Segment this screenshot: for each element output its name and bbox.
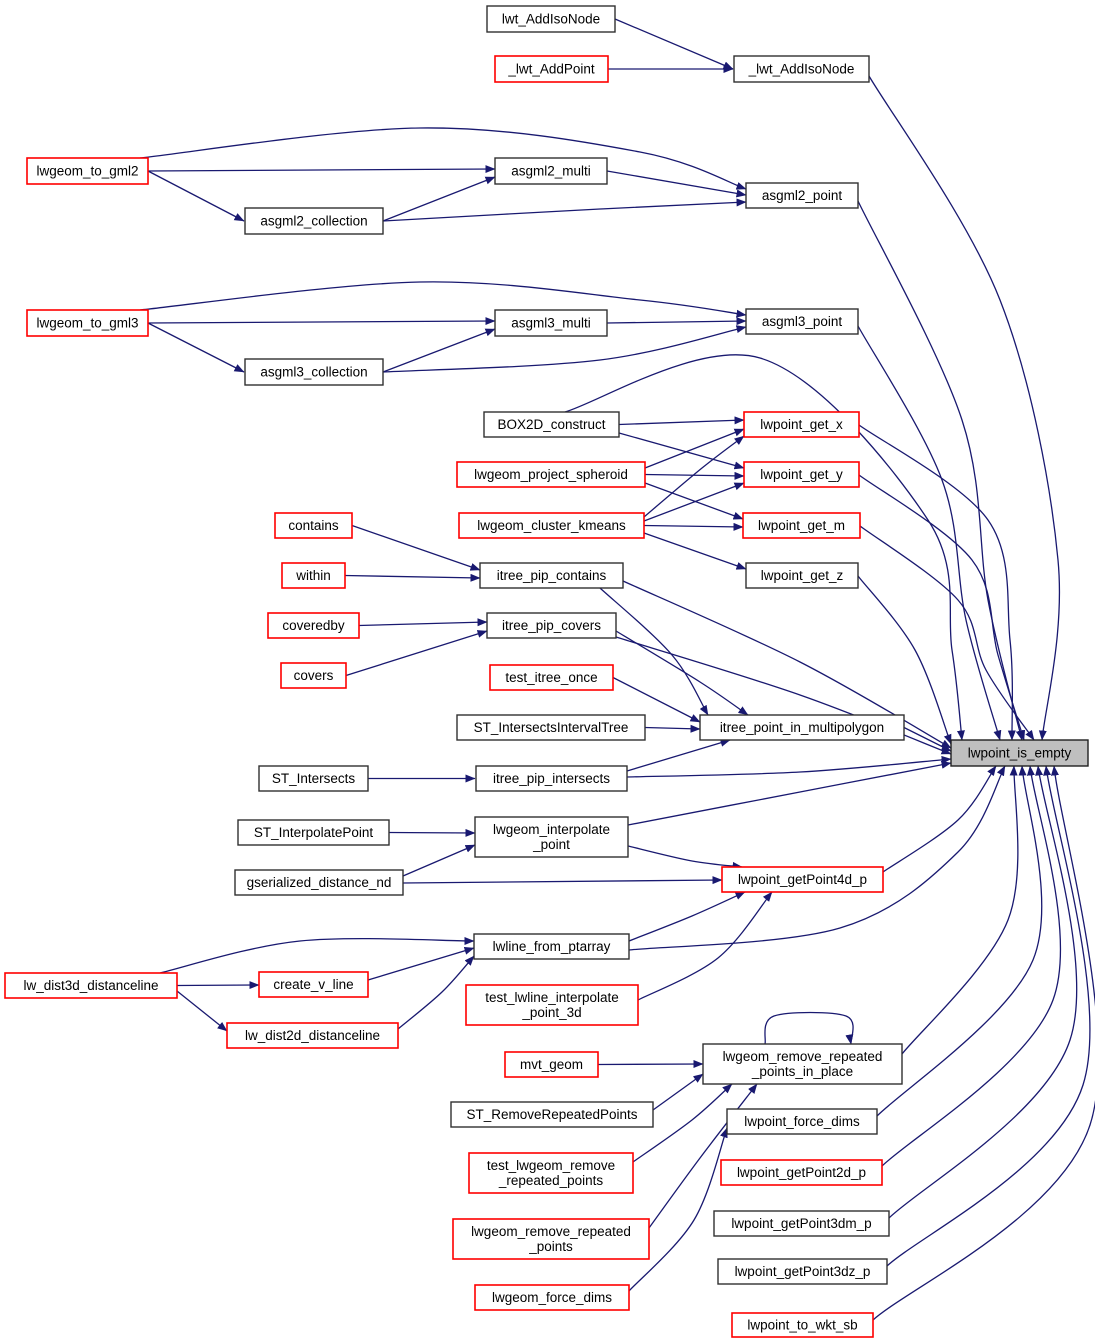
edge-itree_point_in_multipolygon-to-lwpoint_is_empty (904, 728, 951, 752)
graph-node-lwpoint_getPoint2d_p[interactable] (721, 1160, 882, 1185)
graph-node-lwt_AddIsoNode[interactable] (487, 6, 615, 32)
graph-node-lwgeom_project_spheroid[interactable] (457, 462, 645, 487)
graph-node-label: _lwt_AddIsoNode (748, 61, 855, 77)
edge-ST_InterpolatePoint-to-lwgeom_interpolate_point (389, 833, 475, 834)
graph-node-lwpoint_getPoint4d_p[interactable] (722, 867, 883, 892)
edge-asgml2_point-to-lwpoint_is_empty (858, 201, 1022, 740)
graph-node-ST_IntersectsIntervalTree[interactable] (457, 715, 645, 740)
graph-node-label: asgml3_point (761, 314, 843, 330)
edge-gserialized_distance_nd-to-lwpoint_getPoint4d_p (403, 880, 722, 883)
graph-node-_lwt_AddPoint[interactable] (495, 56, 608, 82)
graph-node-asgml3_collection[interactable] (245, 359, 383, 385)
edge-within-to-itree_pip_contains (345, 576, 480, 579)
edge-lw_dist3d_distanceline-to-lwline_from_ptarray (160, 939, 474, 973)
graph-node-lwline_from_ptarray[interactable] (474, 934, 629, 959)
graph-node-label: lwpoint_is_empty (967, 745, 1072, 761)
graph-node-label: lwpoint_get_z (760, 568, 844, 584)
graph-node-lwpoint_to_wkt_sb[interactable] (732, 1313, 873, 1337)
edge-lwpoint_to_wkt_sb-to-lwpoint_is_empty (873, 766, 1095, 1320)
graph-node-label: lwgeom_to_gml3 (36, 315, 139, 331)
edge-lwgeom_remove_repeated_points_in_place-to-lwpoint_is_empty (902, 766, 1018, 1054)
graph-node-label: BOX2D_construct (497, 417, 606, 433)
graph-node-label: lwgeom_project_spheroid (474, 467, 628, 483)
graph-node-label: ST_Intersects (271, 771, 356, 787)
edge-asgml2_collection-to-asgml2_multi (383, 177, 495, 221)
edge-lwpoint_getPoint4d_p-to-lwpoint_is_empty (883, 766, 996, 872)
edge-asgml2_collection-to-asgml2_point (383, 202, 746, 221)
edge-lwgeom_to_gml3-to-asgml3_collection (148, 323, 244, 372)
graph-node-lwpoint_get_m[interactable] (743, 513, 860, 538)
edge-asgml3_collection-to-asgml3_multi (383, 329, 495, 372)
graph-node-label: lwgeom_remove_repeated _points (471, 1224, 631, 1255)
graph-node-test_lwline_interpolate_point_3d[interactable] (466, 985, 638, 1025)
graph-node-label: _lwt_AddPoint (508, 61, 595, 77)
edge-itree_pip_intersects-to-itree_point_in_multipolygon (627, 740, 730, 771)
graph-node-label: contains (288, 518, 339, 534)
graph-node-label: mvt_geom (519, 1057, 584, 1073)
graph-node-itree_pip_intersects[interactable] (476, 766, 627, 791)
graph-node-label: asgml2_multi (511, 163, 591, 179)
graph-node-label: asgml3_collection (260, 364, 368, 380)
edge-lwpoint_get_x-to-lwpoint_is_empty (859, 425, 1012, 740)
graph-node-label: lwpoint_get_m (757, 518, 846, 534)
graph-node-asgml3_multi[interactable] (495, 310, 607, 336)
edge-lw_dist3d_distanceline-to-create_v_line (177, 985, 259, 986)
graph-node-lwgeom_to_gml3[interactable] (27, 310, 148, 336)
graph-node-label: lwgeom_remove_repeated _points_in_place (722, 1049, 883, 1080)
edge-lwline_from_ptarray-to-lwpoint_is_empty (629, 766, 1005, 950)
edge-lwpoint_getPoint3dz_p-to-lwpoint_is_empty (887, 766, 1090, 1266)
edge-lwgeom_to_gml3-to-asgml3_point (140, 282, 746, 315)
graph-node-label: itree_point_in_multipolygon (719, 720, 885, 736)
graph-node-label: lwgeom_cluster_kmeans (477, 518, 626, 534)
graph-node-label: test_lwgeom_remove _repeated_points (486, 1158, 616, 1189)
graph-node-label: ST_InterpolatePoint (253, 825, 374, 841)
edge-test_lwline_interpolate_point_3d-to-lwpoint_getPoint4d_p (638, 892, 772, 1000)
graph-node-BOX2D_construct[interactable] (484, 412, 619, 437)
graph-node-label: create_v_line (273, 977, 354, 993)
graph-node-label: itree_pip_intersects (492, 771, 611, 787)
graph-node-test_lwgeom_remove_repeated_points[interactable] (469, 1153, 633, 1193)
graph-node-itree_pip_contains[interactable] (480, 563, 623, 588)
edge-lwgeom_cluster_kmeans-to-lwpoint_get_m (644, 526, 743, 528)
edge-itree_pip_contains-to-itree_point_in_multipolygon (600, 588, 708, 715)
graph-node-label: asgml2_collection (260, 213, 368, 229)
graph-node-asgml2_multi[interactable] (495, 158, 607, 184)
graph-node-lwgeom_force_dims[interactable] (475, 1285, 629, 1310)
graph-node-label: itree_pip_covers (501, 618, 602, 634)
graph-node-gserialized_distance_nd[interactable] (235, 870, 403, 895)
graph-node-label: lwpoint_getPoint2d_p (736, 1165, 867, 1181)
graph-node-label: covers (293, 668, 334, 684)
graph-node-label: asgml2_point (761, 188, 843, 204)
graph-node-lwpoint_get_y[interactable] (744, 462, 859, 487)
edge-itree_pip_intersects-to-lwpoint_is_empty (627, 759, 951, 777)
edge-lw_dist3d_distanceline-to-lw_dist2d_distanceline (177, 991, 227, 1031)
graph-node-label: lwpoint_get_x (760, 417, 843, 433)
graph-node-label: lwpoint_to_wkt_sb (747, 1317, 858, 1333)
graph-node-label: lwpoint_getPoint3dm_p (731, 1216, 872, 1232)
edge-lwgeom_remove_repeated_points_in_place-to-lwgeom_remove_repeated_points_in_place (765, 1013, 853, 1045)
graph-node-mvt_geom[interactable] (505, 1052, 598, 1077)
graph-node-label: asgml3_multi (511, 315, 591, 331)
graph-node-label: lwpoint_get_y (760, 467, 843, 483)
graph-node-lw_dist3d_distanceline[interactable] (5, 973, 177, 998)
edge-lwgeom_interpolate_point-to-lwpoint_getPoint4d_p (628, 846, 742, 867)
edge-lwpoint_get_m-to-lwpoint_is_empty (860, 526, 1034, 740)
graph-node-label: lwpoint_getPoint3dz_p (734, 1264, 871, 1280)
graph-node-itree_pip_covers[interactable] (487, 613, 616, 638)
graph-node-label: lwgeom_interpolate _point (492, 822, 611, 853)
edge-lwgeom_cluster_kmeans-to-lwpoint_get_z (644, 533, 746, 569)
graph-node-asgml2_collection[interactable] (245, 208, 383, 234)
graph-node-itree_point_in_multipolygon[interactable] (700, 715, 904, 740)
graph-node-ST_InterpolatePoint[interactable] (238, 820, 389, 845)
edge-lwt_AddIsoNode-to-_lwt_AddIsoNode (615, 19, 733, 69)
edge-BOX2D_construct-to-lwpoint_get_x (619, 420, 744, 425)
graph-node-label: itree_pip_contains (496, 568, 607, 584)
graph-node-label: lwpoint_getPoint4d_p (737, 872, 868, 888)
graph-node-label: lwgeom_to_gml2 (36, 163, 139, 179)
graph-node-label: coveredby (282, 618, 345, 634)
graph-node-test_itree_once[interactable] (490, 665, 613, 690)
edge-lwgeom_remove_repeated_points-to-lwgeom_remove_repeated_points_in_place (649, 1084, 757, 1228)
edge-coveredby-to-itree_pip_covers (359, 622, 487, 626)
graph-node-lwgeom_interpolate_point[interactable] (475, 817, 628, 857)
graph-node-label: lwgeom_force_dims (491, 1290, 613, 1306)
graph-node-label: within (296, 568, 331, 584)
graph-node-lwgeom_cluster_kmeans[interactable] (459, 513, 644, 538)
graph-node-lwpoint_is_empty[interactable] (951, 740, 1088, 766)
graph-node-lw_dist2d_distanceline[interactable] (227, 1023, 398, 1048)
graph-node-lwpoint_force_dims[interactable] (727, 1109, 877, 1134)
graph-node-asgml3_point[interactable] (746, 309, 858, 334)
graph-node-asgml2_point[interactable] (746, 183, 858, 208)
graph-node-lwpoint_get_x[interactable] (744, 412, 859, 437)
graph-node-label: gserialized_distance_nd (246, 875, 392, 891)
edge-asgml3_multi-to-asgml3_point (607, 321, 746, 323)
edge-ST_IntersectsIntervalTree-to-itree_point_in_multipolygon (645, 728, 700, 730)
graph-node-lwgeom_to_gml2[interactable] (27, 158, 148, 184)
edge-lwgeom_project_spheroid-to-lwpoint_get_x (645, 429, 744, 468)
graph-node-label: test_itree_once (505, 670, 598, 686)
graph-node-_lwt_AddIsoNode[interactable] (734, 56, 869, 82)
graph-node-create_v_line[interactable] (259, 972, 368, 997)
graph-node-ST_Intersects[interactable] (259, 766, 368, 791)
edge-asgml3_point-to-lwpoint_is_empty (858, 326, 1000, 740)
graph-node-label: lwpoint_force_dims (744, 1114, 860, 1130)
edge-covers-to-itree_pip_covers (346, 631, 487, 676)
edge-asgml2_multi-to-asgml2_point (607, 171, 746, 195)
graph-node-lwgeom_remove_repeated_points_in_place[interactable] (703, 1044, 902, 1084)
graph-node-label: lwt_AddIsoNode (501, 11, 601, 27)
edge-lwgeom_force_dims-to-lwpoint_force_dims (629, 1128, 727, 1291)
graph-node-label: lw_dist3d_distanceline (23, 978, 159, 994)
graph-node-lwpoint_getPoint3dz_p[interactable] (718, 1259, 887, 1284)
graph-node-within[interactable] (282, 563, 345, 588)
graph-node-lwpoint_getPoint3dm_p[interactable] (714, 1211, 889, 1236)
graph-node-label: lwline_from_ptarray (492, 939, 611, 955)
graph-node-coveredby[interactable] (268, 613, 359, 638)
edge-gserialized_distance_nd-to-lwgeom_interpolate_point (403, 845, 475, 876)
graph-node-ST_RemoveRepeatedPoints[interactable] (451, 1102, 653, 1127)
graph-node-lwpoint_get_z[interactable] (746, 563, 858, 588)
edge-lwgeom_to_gml2-to-asgml2_multi (148, 169, 495, 171)
edge-lwpoint_getPoint3dm_p-to-lwpoint_is_empty (889, 766, 1077, 1218)
graph-node-lwgeom_remove_repeated_points[interactable] (453, 1219, 649, 1259)
graph-node-label: ST_IntersectsIntervalTree (473, 720, 629, 736)
graph-node-contains[interactable] (275, 513, 352, 538)
edge-lwgeom_to_gml3-to-asgml3_multi (148, 321, 495, 323)
graph-node-label: test_lwline_interpolate _point_3d (485, 990, 619, 1021)
edge-lwpoint_getPoint2d_p-to-lwpoint_is_empty (882, 766, 1060, 1166)
edge-_lwt_AddIsoNode-to-lwpoint_is_empty (869, 76, 1059, 740)
graph-node-label: ST_RemoveRepeatedPoints (466, 1107, 638, 1123)
edge-lwline_from_ptarray-to-lwpoint_getPoint4d_p (629, 892, 745, 941)
graph-node-label: lw_dist2d_distanceline (244, 1028, 381, 1044)
graph-node-covers[interactable] (281, 663, 346, 688)
edge-lwgeom_to_gml2-to-asgml2_collection (148, 171, 244, 221)
edge-ST_RemoveRepeatedPoints-to-lwgeom_remove_repeated_points_in_place (653, 1074, 703, 1110)
edge-mvt_geom-to-lwgeom_remove_repeated_points_in_place (598, 1064, 703, 1065)
